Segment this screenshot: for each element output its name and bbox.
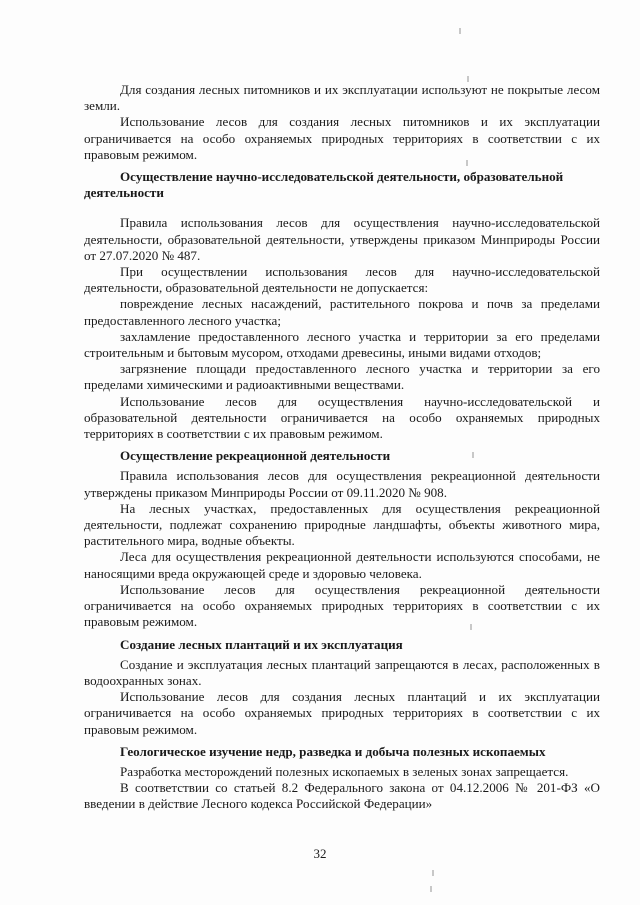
paragraph: Леса для осуществления рекреационной деятельности используются способами, не наносящими вреда окружающей среде и здоровью человека. xyxy=(84,549,600,581)
paragraph: Использование лесов для создания лесных плантаций и их эксплуатации ограничивается на особо охраняемых природных территориях в соответствии с их правовым режимом. xyxy=(84,689,600,737)
paragraph: На лесных участках, предоставленных для осуществления рекреационной деятельности, подлежат сохранению природные ландшафты, объекты животного мира, растительного мира, водные объекты. xyxy=(84,500,600,549)
paragraph: Использование лесов для осуществления научно-исследовательской и образовательной деятельности ограничивается на особо охраняемых природных территориях в соответствии с их правовым режимом. xyxy=(84,393,600,442)
scan-artifact xyxy=(472,452,474,458)
paragraph: повреждение лесных насаждений, растительного покрова и почв за пределами предоставленного лесного участка; xyxy=(84,296,600,328)
paragraph: В соответствии со статьей 8.2 Федерального закона от 04.12.2006 № 201-ФЗ «О введении в действие Лесного кодекса Российской Федерации» xyxy=(84,780,600,812)
page-content xyxy=(84,82,600,813)
section-heading: Осуществление научно-исследовательской деятельности, образовательной деятельности xyxy=(84,169,564,201)
scan-artifact xyxy=(459,28,461,34)
section-heading: Геологическое изучение недр, разведка и добыча полезных ископаемых xyxy=(120,743,546,759)
paragraph: Использование лесов для осуществления рекреационной деятельности ограничивается на особо охраняемых природных территориях в соответствии с их правовым режимом. xyxy=(84,581,600,630)
scan-artifact xyxy=(467,76,469,82)
paragraph: При осуществлении использования лесов для научно-исследовательской деятельности, образовательной деятельности не допускается: xyxy=(84,264,600,296)
paragraph: Правила использования лесов для осуществления рекреационной деятельности утверждены приказом Минприроды России от 09.11.2020 № 908. xyxy=(84,468,600,500)
scan-artifact xyxy=(430,886,432,892)
scan-artifact xyxy=(466,160,468,166)
paragraph: Создание и эксплуатация лесных плантаций запрещаются в лесах, расположенных в водоохранных зонах. xyxy=(84,656,600,688)
section-heading: Создание лесных плантаций и их эксплуатация xyxy=(120,636,403,652)
paragraph: Использование лесов для создания лесных питомников и их эксплуатации ограничивается на особо охраняемых природных территориях в соответствии с их правовым режимом. xyxy=(84,114,600,162)
page-number: 32 xyxy=(313,846,327,861)
paragraph: загрязнение площади предоставленного лесного участка и территории за его пределами химическими и радиоактивными веществами. xyxy=(84,361,600,393)
section-heading: Осуществление рекреационной деятельности xyxy=(120,448,391,464)
paragraph: Правила использования лесов для осуществления научно-исследовательской деятельности, образовательной деятельности, утверждены приказом Минприроды России от 27.07.2020 № 487. xyxy=(84,215,600,263)
paragraph: Разработка месторождений полезных ископаемых в зеленых зонах запрещается. xyxy=(120,763,569,779)
scan-artifact xyxy=(470,624,472,630)
paragraph: захламление предоставленного лесного участка и территории за его пределами строительным и бытовым мусором, отходами древесины, иными видами отходов; xyxy=(84,328,600,361)
paragraph: Для создания лесных питомников и их эксплуатации используют не покрытые лесом земли. xyxy=(84,82,600,114)
scan-artifact xyxy=(432,870,434,876)
